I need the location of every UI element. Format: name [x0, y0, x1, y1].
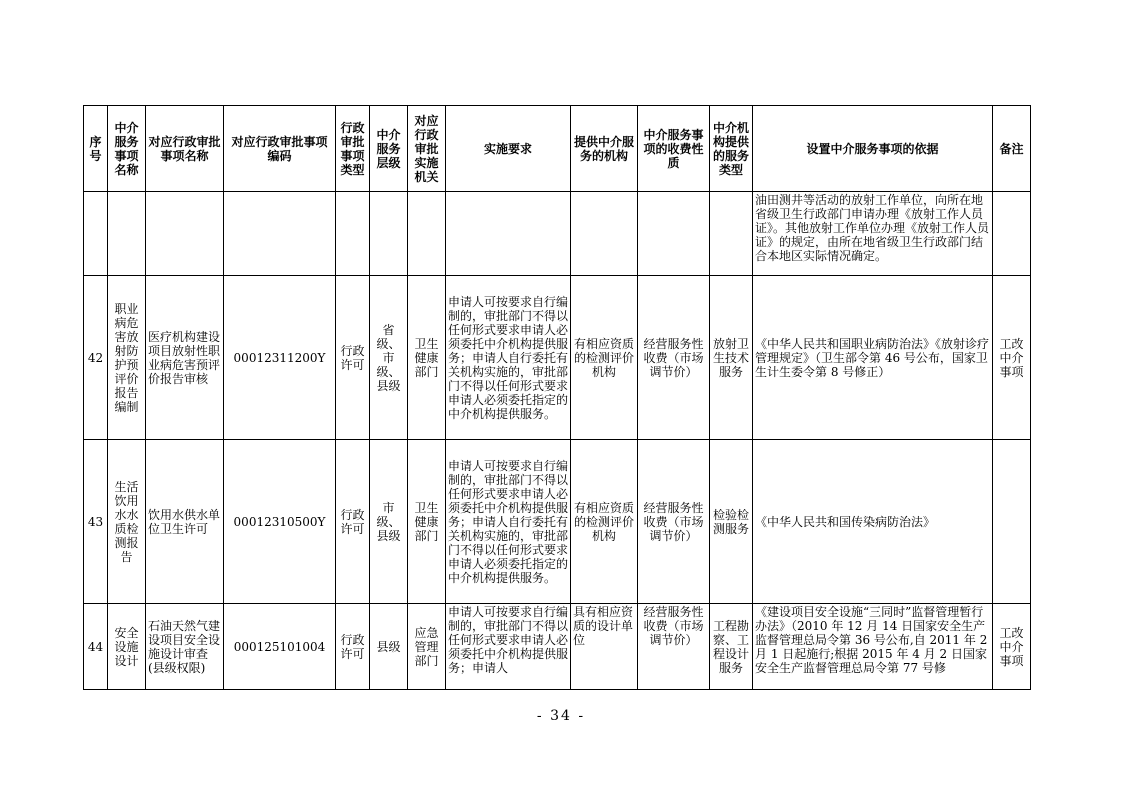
cell-provider: 有相应资质的检测评价机构	[571, 440, 638, 604]
cell-requirement: 申请人可按要求自行编制的，审批部门不得以任何形式要求申请人必须委托中介机构提供服务；申请人自行委托有关机构实施的，审批部门不得以任何形式要求申请人必须委托指定的中介机构提供服务。	[446, 440, 571, 604]
cell-approval-type: 行政许可	[336, 440, 370, 604]
cell-service-level: 省级、市级、县级	[370, 276, 408, 440]
cell-requirement: 申请人可按要求自行编制的，审批部门不得以任何形式要求申请人必须委托中介机构提供服务；申请人自行委托有关机构实施的，审批部门不得以任何形式要求申请人必须委托指定的中介机构提供服务。	[446, 276, 571, 440]
cell-approval-code: 00012310500Y	[224, 440, 336, 604]
cell-empty	[336, 192, 370, 276]
cell-seq: 42	[84, 276, 108, 440]
cell-approval-name: 石油天然气建设项目安全设施设计审查(县级权限)	[146, 604, 224, 690]
cell-basis: 《建设项目安全设施“三同时”监督管理暂行办法》（2010 年 12 月 14 日国家安全生产监督管理总局令第 36 号公布,自 2011 年 2 月 1 日起施行;根据 2015 年 4 月 2 日国家安全生产监督管理总局令第 77 号修	[753, 604, 993, 690]
table-row	[84, 604, 1031, 690]
cell-empty	[84, 192, 108, 276]
intermediary-services-table	[83, 105, 1031, 690]
cell-fee-nature: 经营服务性收费（市场调节价）	[638, 276, 710, 440]
cell-service-type: 工程勘察、工程设计服务	[710, 604, 753, 690]
cell-empty	[571, 192, 638, 276]
table-row	[84, 440, 1031, 604]
cell-empty	[446, 192, 571, 276]
header-basis: 设置中介服务事项的依据	[753, 106, 993, 192]
header-requirement: 实施要求	[446, 106, 571, 192]
cell-service-level: 市级、县级	[370, 440, 408, 604]
cell-approval-type: 行政许可	[336, 604, 370, 690]
cell-remark: 工改中介事项	[993, 276, 1031, 440]
cell-agency: 卫生健康部门	[408, 440, 446, 604]
cell-agency: 应急管理部门	[408, 604, 446, 690]
header-provider: 提供中介服务的机构	[571, 106, 638, 192]
cell-approval-code: 00012311200Y	[224, 276, 336, 440]
cell-provider: 具有相应资质的设计单位	[571, 604, 638, 690]
cell-basis: 《中华人民共和国传染病防治法》	[753, 440, 993, 604]
header-seq: 序号	[84, 106, 108, 192]
cell-seq: 44	[84, 604, 108, 690]
header-fee-nature: 中介服务事项的收费性质	[638, 106, 710, 192]
header-service-type: 中介机构提供的服务类型	[710, 106, 753, 192]
cell-seq: 43	[84, 440, 108, 604]
cell-remark: 工改中介事项	[993, 604, 1031, 690]
header-service-level: 中介服务层级	[370, 106, 408, 192]
cell-service-name: 安全设施设计	[108, 604, 146, 690]
cell-provider: 有相应资质的检测评价机构	[571, 276, 638, 440]
header-approval-name: 对应行政审批事项名称	[146, 106, 224, 192]
header-service-name: 中介服务事项名称	[108, 106, 146, 192]
cell-empty	[408, 192, 446, 276]
cell-empty	[710, 192, 753, 276]
header-agency: 对应行政审批实施机关	[408, 106, 446, 192]
table-row-continued	[84, 192, 1031, 276]
cell-empty	[993, 192, 1031, 276]
cell-empty	[146, 192, 224, 276]
cell-approval-type: 行政许可	[336, 276, 370, 440]
cell-agency: 卫生健康部门	[408, 276, 446, 440]
table-header-row	[84, 106, 1031, 192]
header-approval-type: 行政审批事项类型	[336, 106, 370, 192]
page-number: - 34 -	[536, 708, 586, 724]
cell-remark	[993, 440, 1031, 604]
cell-fee-nature: 经营服务性收费（市场调节价）	[638, 440, 710, 604]
cell-service-name: 职业病危害放射防护预评价报告编制	[108, 276, 146, 440]
cell-empty	[370, 192, 408, 276]
cell-requirement: 申请人可按要求自行编制的，审批部门不得以任何形式要求申请人必须委托中介机构提供服务；申请人	[446, 604, 571, 690]
cell-approval-name: 饮用水供水单位卫生许可	[146, 440, 224, 604]
cell-service-level: 县级	[370, 604, 408, 690]
cell-empty	[224, 192, 336, 276]
header-remark: 备注	[993, 106, 1031, 192]
cell-basis: 油田测井等活动的放射工作单位，向所在地省级卫生行政部门申请办理《放射工作人员证》。其他放射工作单位办理《放射工作人员证》的规定，由所在地省级卫生行政部门结合本地区实际情况确定。	[753, 192, 993, 276]
cell-service-name: 生活饮用水水质检测报告	[108, 440, 146, 604]
cell-service-type: 检验检测服务	[710, 440, 753, 604]
cell-empty	[108, 192, 146, 276]
table-row	[84, 276, 1031, 440]
header-approval-code: 对应行政审批事项编码	[224, 106, 336, 192]
cell-empty	[638, 192, 710, 276]
cell-fee-nature: 经营服务性收费（市场调节价）	[638, 604, 710, 690]
cell-approval-code: 000125101004	[224, 604, 336, 690]
cell-basis: 《中华人民共和国职业病防治法》《放射诊疗管理规定》（卫生部令第 46 号公布，国家卫生计生委令第 8 号修正）	[753, 276, 993, 440]
cell-service-type: 放射卫生技术服务	[710, 276, 753, 440]
cell-approval-name: 医疗机构建设项目放射性职业病危害预评价报告审核	[146, 276, 224, 440]
